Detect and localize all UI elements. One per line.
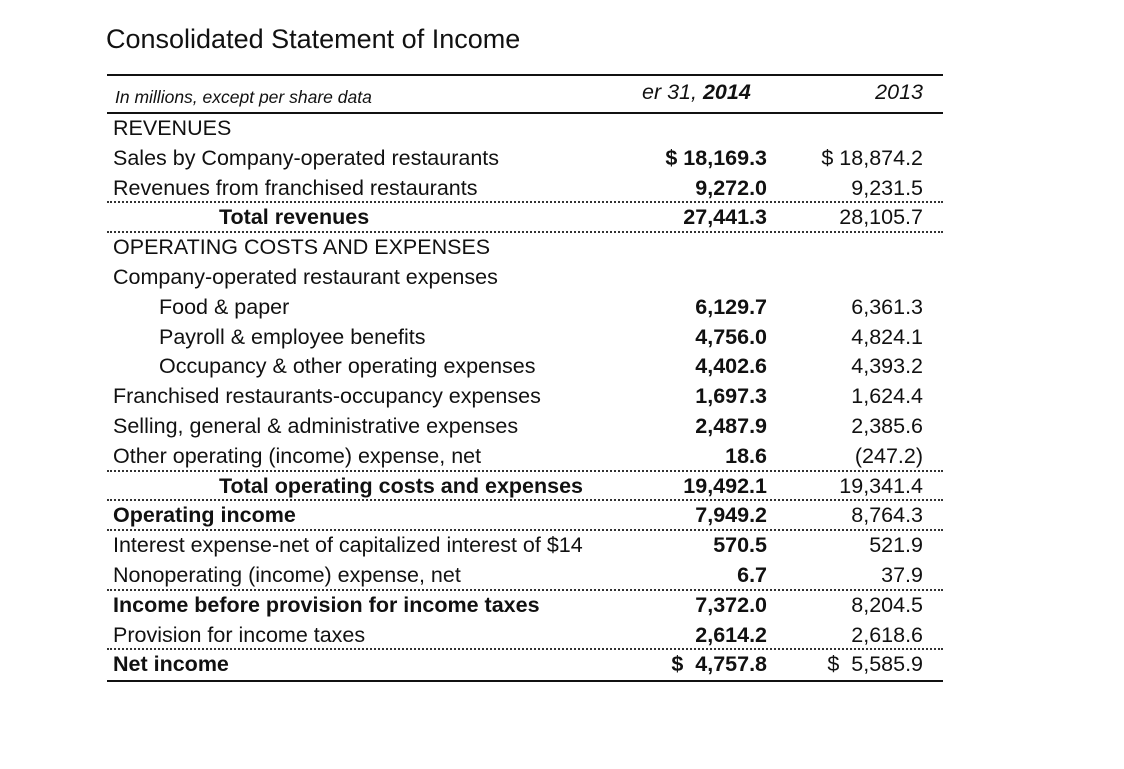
units-label: In millions, except per share data xyxy=(115,87,372,107)
column-header-2014-year: 2014 xyxy=(702,80,751,104)
row-label: Provision for income taxes xyxy=(113,622,366,647)
value-2013: 4,393.2 xyxy=(851,354,923,379)
column-header-2014 xyxy=(642,80,768,105)
row-nonoperating xyxy=(107,561,943,591)
value-2013: 37.9 xyxy=(881,562,923,587)
row-sga xyxy=(107,412,943,442)
statement-title: Consolidated Statement of Income xyxy=(106,24,521,54)
value-2013: 28,105.7 xyxy=(839,205,923,230)
value-2013: 4,824.1 xyxy=(851,324,923,349)
value-2013: 8,204.5 xyxy=(851,592,923,617)
value-2014: 9,272.0 xyxy=(695,175,767,200)
row-label: Food & paper xyxy=(159,294,290,319)
row-label: Selling, general & administrative expenses xyxy=(113,413,519,438)
value-2013: 2,385.6 xyxy=(851,413,923,438)
row-food-paper xyxy=(107,293,943,323)
row-franchised-occupancy xyxy=(107,382,943,412)
value-2014: 2,614.2 xyxy=(695,622,767,647)
value-2014: 19,492.1 xyxy=(683,473,767,498)
value-2014: 6,129.7 xyxy=(695,294,767,319)
row-operating-income xyxy=(107,501,943,531)
value-2013: 6,361.3 xyxy=(851,294,923,319)
value-2013: 1,624.4 xyxy=(851,384,923,409)
row-label: OPERATING COSTS AND EXPENSES xyxy=(113,235,491,260)
column-header-2014-prefix: er 31, xyxy=(642,80,703,104)
table-header xyxy=(107,76,943,114)
value-2013: $ 5,585.9 xyxy=(827,652,923,677)
row-payroll xyxy=(107,323,943,353)
value-2013: 521.9 xyxy=(869,533,923,558)
row-label: Total operating costs and expenses xyxy=(219,473,583,498)
income-statement-table xyxy=(107,74,943,680)
value-2014: $ 18,169.3 xyxy=(665,145,767,170)
row-other-operating xyxy=(107,442,943,472)
row-net-income xyxy=(107,650,943,680)
row-label: Payroll & employee benefits xyxy=(159,324,426,349)
row-label: REVENUES xyxy=(113,116,232,140)
row-label: Operating income xyxy=(113,503,296,528)
value-2014: 4,402.6 xyxy=(695,354,767,379)
row-revenues-franchised xyxy=(107,174,943,204)
row-provision-taxes xyxy=(107,621,943,651)
row-operating-costs-heading xyxy=(107,233,943,263)
row-label: Sales by Company-operated restaurants xyxy=(113,145,500,170)
row-label: Other operating (income) expense, net xyxy=(113,443,482,468)
row-total-operating-costs xyxy=(107,472,943,502)
value-2014: 570.5 xyxy=(713,533,767,558)
value-2013: 19,341.4 xyxy=(839,473,923,498)
row-label: Company-operated restaurant expenses xyxy=(113,264,498,289)
value-2014: 27,441.3 xyxy=(683,205,767,230)
row-total-revenues xyxy=(107,203,943,233)
row-company-operated-expenses-heading xyxy=(107,263,943,293)
value-2014: $ 4,757.8 xyxy=(671,652,767,677)
row-label: Net income xyxy=(113,652,229,677)
value-2013: $ 18,874.2 xyxy=(821,145,923,170)
row-label: Total revenues xyxy=(219,205,370,230)
row-label: Income before provision for income taxes xyxy=(113,592,540,617)
value-2013: 9,231.5 xyxy=(851,175,923,200)
value-2014: 7,949.2 xyxy=(695,503,767,528)
row-interest-expense xyxy=(107,531,943,561)
value-2014: 2,487.9 xyxy=(695,413,767,438)
value-2014: 6.7 xyxy=(737,562,767,587)
value-2014: 18.6 xyxy=(725,443,767,468)
value-2013: 8,764.3 xyxy=(851,503,923,528)
value-2014: 7,372.0 xyxy=(695,592,767,617)
row-label: Revenues from franchised restaurants xyxy=(113,175,478,200)
value-2014: 1,697.3 xyxy=(695,384,767,409)
value-2013: (247.2) xyxy=(854,443,923,468)
row-sales-company-operated xyxy=(107,144,943,174)
row-label: Occupancy & other operating expenses xyxy=(159,354,536,379)
row-label: Nonoperating (income) expense, net xyxy=(113,562,461,587)
value-2014: 4,756.0 xyxy=(695,324,767,349)
row-occupancy xyxy=(107,352,943,382)
row-income-before-taxes xyxy=(107,591,943,621)
row-label: Interest expense-net of capitalized interest of $14 xyxy=(113,533,583,558)
row-label: Franchised restaurants-occupancy expenses xyxy=(113,384,541,409)
value-2013: 2,618.6 xyxy=(851,622,923,647)
row-revenues-heading xyxy=(107,114,943,144)
column-header-2013: 2013 xyxy=(875,80,923,104)
